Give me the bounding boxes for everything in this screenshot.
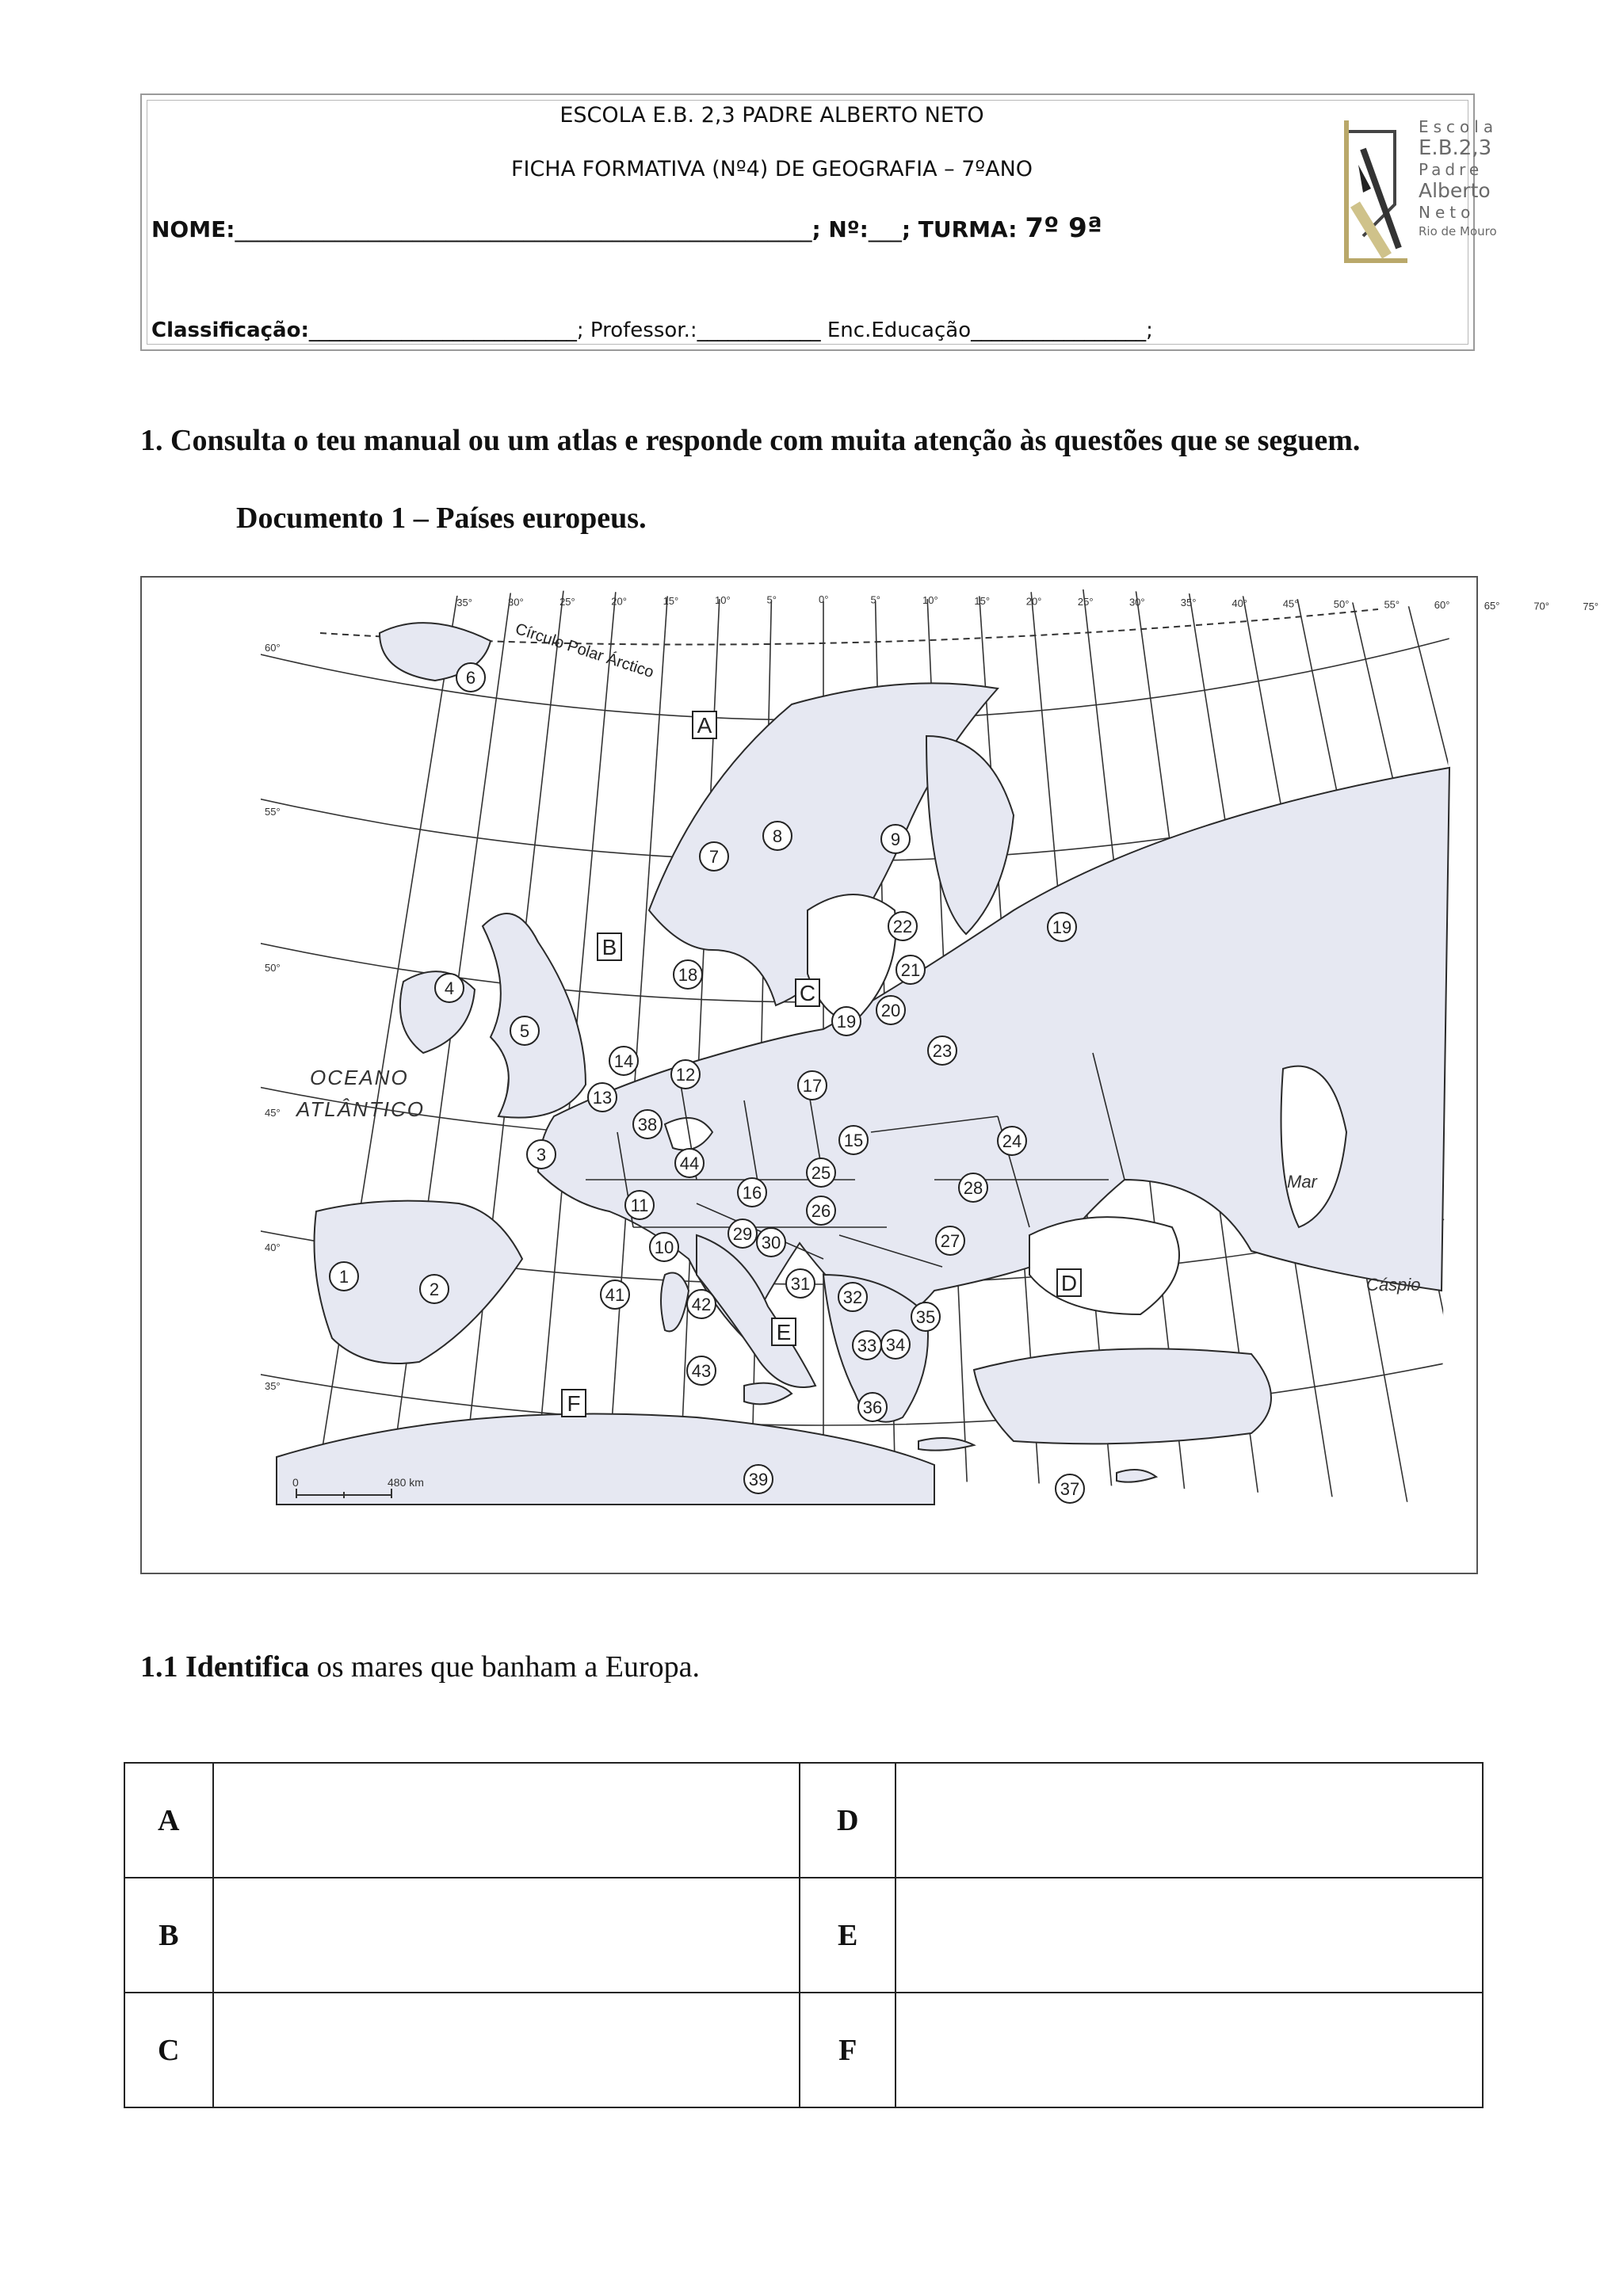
country-number: 14	[613, 1051, 634, 1071]
professor-label: ; Professor.:	[576, 318, 697, 342]
sea-letter: D	[1060, 1271, 1078, 1295]
country-number: 1	[338, 1267, 349, 1287]
country-number: 16	[742, 1183, 762, 1203]
longitude-label: 45°	[1282, 597, 1299, 610]
country-number: 22	[892, 917, 913, 936]
latitude-label: 45°	[265, 1107, 281, 1119]
longitude-label: 25°	[1077, 596, 1094, 608]
country-number: 27	[940, 1231, 960, 1251]
country-number: 37	[1060, 1479, 1080, 1499]
europe-map	[140, 576, 1599, 1574]
country-number: 34	[885, 1335, 906, 1355]
country-number: 3	[536, 1145, 547, 1165]
longitude-label: 50°	[1333, 598, 1350, 610]
longitude-label: 25°	[559, 596, 575, 608]
land-shape	[277, 1414, 934, 1505]
country-number: 9	[890, 830, 901, 849]
latitude-label: 55°	[265, 806, 281, 818]
turma-value: 7º 9ª	[1025, 212, 1102, 244]
latitude-label: 60°	[265, 642, 281, 654]
country-number: 18	[678, 965, 698, 985]
country-number: 2	[429, 1280, 440, 1299]
country-number: 4	[444, 978, 455, 998]
land-shape	[661, 1273, 689, 1332]
country-number: 12	[675, 1065, 696, 1085]
logo-line: Rio de Mouro	[1419, 224, 1497, 238]
country-number: 25	[811, 1163, 831, 1183]
sea-letter: C	[799, 981, 816, 1005]
logo-line: Escola	[1419, 117, 1499, 136]
longitude-label: 5°	[870, 593, 880, 606]
question-1-1-rest: os mares que banham a Europa.	[309, 1650, 700, 1684]
latitude-label: 40°	[265, 1241, 281, 1253]
longitude-line	[1440, 518, 1623, 1540]
europe-map-svg	[142, 578, 1599, 1573]
sea-letter-cell: E	[800, 1878, 896, 1993]
land-shape	[483, 913, 586, 1118]
country-number: 41	[605, 1285, 625, 1305]
country-number: 15	[843, 1131, 864, 1150]
country-number: 19	[836, 1012, 857, 1032]
longitude-label: 15°	[663, 594, 679, 607]
country-number: 8	[772, 826, 783, 846]
longitude-label: 55°	[1384, 598, 1400, 611]
country-number: 38	[637, 1115, 658, 1135]
sea-shape	[1029, 1217, 1179, 1314]
question-1-text: 1. Consulta o teu manual ou um atlas e responde com muita atenção às questões que se seguem.	[140, 424, 1361, 457]
longitude-label: 30°	[1128, 596, 1145, 608]
header-box	[140, 93, 1475, 351]
sea-letter-cell: F	[800, 1993, 896, 2107]
classification-line	[151, 318, 1153, 342]
numero-field[interactable]: ___	[868, 216, 902, 242]
logo-text	[1419, 117, 1498, 241]
country-number: 36	[862, 1398, 883, 1417]
sea-answer-cell[interactable]	[896, 1993, 1483, 2107]
country-number: 11	[630, 1196, 649, 1215]
ocean-label: ATLÂNTICO	[296, 1097, 425, 1121]
logo-line: Neto	[1419, 203, 1476, 222]
longitude-label: 10°	[715, 594, 731, 607]
worksheet-title: FICHA FORMATIVA (Nº4) DE GEOGRAFIA – 7ºANO	[510, 157, 1033, 181]
sea-letter-cell: A	[124, 1763, 213, 1878]
longitude-line	[1490, 504, 1623, 1520]
country-number: 32	[842, 1287, 863, 1307]
sea-letter: B	[601, 935, 617, 959]
longitude-label: 35°	[456, 597, 472, 609]
longitude-label: 60°	[1434, 599, 1450, 612]
sea-answer-cell[interactable]	[213, 1878, 800, 1993]
country-number: 20	[880, 1001, 901, 1020]
sea-answer-cell[interactable]	[896, 1878, 1483, 1993]
student-info-line	[151, 212, 1102, 244]
logo-line: Padre	[1419, 160, 1484, 179]
country-number: 31	[790, 1274, 811, 1294]
country-number: 35	[915, 1307, 936, 1327]
country-number: 10	[654, 1238, 674, 1257]
scale-label: 480 km	[388, 1476, 424, 1489]
latitude-label: 50°	[265, 962, 281, 974]
longitude-label: 30°	[508, 596, 524, 608]
land-shape	[974, 1348, 1271, 1444]
latitude-label: 35°	[265, 1380, 281, 1392]
longitude-label: 0°	[819, 593, 829, 605]
sea-letter: E	[776, 1320, 792, 1344]
country-number: 23	[932, 1041, 953, 1061]
longitude-label: 20°	[1025, 595, 1042, 608]
longitude-label: 70°	[1533, 600, 1549, 612]
sea-answer-cell[interactable]	[213, 1763, 800, 1878]
enc-educacao-label: Enc.Educação	[820, 318, 972, 342]
country-number: 19	[1052, 917, 1072, 937]
land-shape	[1117, 1470, 1156, 1482]
classificacao-label: Classificação:	[151, 318, 309, 342]
country-number: 44	[679, 1154, 700, 1173]
country-number: 43	[691, 1361, 712, 1381]
sea-letter: A	[697, 713, 712, 738]
logo-line: Alberto	[1419, 179, 1491, 202]
country-number: 42	[691, 1295, 712, 1314]
arctic-circle-label: Círculo Polar Árctico	[513, 620, 656, 682]
country-number: 39	[748, 1470, 769, 1489]
land-shape	[744, 1383, 792, 1405]
table-row	[124, 1763, 1483, 1878]
sea-letter-cell: B	[124, 1878, 213, 1993]
table-row	[124, 1878, 1483, 1993]
country-number: 29	[732, 1224, 753, 1244]
longitude-label: 5°	[766, 593, 777, 606]
longitude-label: 40°	[1232, 597, 1248, 609]
numero-label: ; Nº:	[812, 216, 869, 242]
longitude-label: 20°	[611, 595, 627, 608]
country-number: 21	[900, 960, 921, 980]
longitude-label: 35°	[1180, 597, 1197, 609]
sea-letter-cell: C	[124, 1993, 213, 2107]
seas-answer-table	[124, 1762, 1484, 2108]
longitude-line	[1589, 471, 1623, 1472]
longitude-label: 65°	[1484, 599, 1500, 612]
longitude-line	[1540, 488, 1623, 1497]
country-number: 33	[857, 1336, 877, 1356]
country-number: 30	[761, 1233, 781, 1253]
sea-letter: F	[567, 1391, 581, 1416]
nome-label: NOME:	[151, 216, 235, 242]
country-number: 13	[592, 1088, 613, 1108]
document-title: Documento 1 – Países europeus.	[236, 502, 647, 535]
question-1-1-text	[140, 1650, 700, 1684]
school-logo	[1339, 117, 1499, 268]
sea-letter-cell: D	[800, 1763, 896, 1878]
nome-field[interactable]: ____________________________________________________	[235, 216, 812, 242]
enc-educacao-field[interactable]: _________________;	[971, 318, 1153, 342]
country-number: 5	[519, 1021, 530, 1041]
turma-label: ; TURMA:	[901, 216, 1018, 242]
country-number: 7	[708, 847, 720, 867]
professor-field[interactable]: ____________	[697, 318, 821, 342]
country-number: 17	[802, 1076, 823, 1096]
longitude-label: 75°	[1583, 601, 1599, 612]
logo-line: E.B.2,3	[1419, 136, 1492, 160]
classificacao-field[interactable]: __________________________	[308, 318, 577, 342]
country-number: 26	[811, 1201, 831, 1221]
longitude-label: 15°	[974, 594, 991, 607]
pencil-logo-icon	[1339, 117, 1426, 268]
ocean-label: OCEANO	[310, 1066, 409, 1089]
country-number: 24	[1002, 1131, 1022, 1151]
country-number: 28	[963, 1178, 983, 1198]
longitude-label: 10°	[922, 594, 938, 607]
sea-answer-cell[interactable]	[896, 1763, 1483, 1878]
school-name: ESCOLA E.B. 2,3 PADRE ALBERTO NETO	[559, 103, 984, 128]
sea-answer-cell[interactable]	[213, 1993, 800, 2107]
question-1-1-bold: 1.1 Identifica	[140, 1650, 310, 1684]
caspian-label: Mar	[1287, 1172, 1317, 1192]
caspian-label: Cáspio	[1366, 1275, 1421, 1295]
scale-zero: 0	[292, 1476, 299, 1489]
table-row	[124, 1993, 1483, 2107]
country-number: 6	[465, 668, 476, 688]
